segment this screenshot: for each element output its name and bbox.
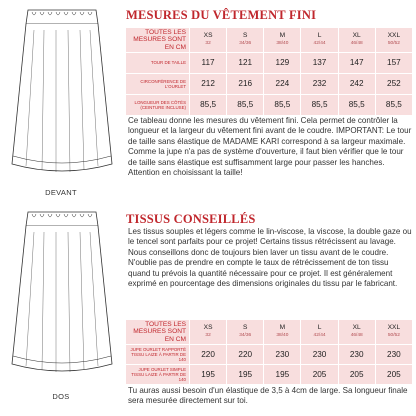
table-cell: 129 bbox=[264, 52, 301, 73]
size-label: M bbox=[279, 324, 286, 332]
size-header-xl bbox=[338, 320, 375, 344]
table-cell: 117 bbox=[190, 52, 227, 73]
table-header-row bbox=[126, 320, 413, 344]
row-label: TOUR DE TAILLE bbox=[126, 52, 190, 73]
table-cell: 216 bbox=[227, 73, 264, 94]
size-label: XL bbox=[352, 324, 361, 332]
size-label: XL bbox=[352, 32, 361, 40]
size-header-xs bbox=[190, 28, 227, 52]
size-header-xs bbox=[190, 320, 227, 344]
size-range: 46/48 bbox=[350, 332, 363, 338]
size-label: XS bbox=[203, 32, 213, 40]
size-label: XXL bbox=[387, 324, 401, 332]
table-cell: 85,5 bbox=[190, 94, 227, 115]
table-cell: 230 bbox=[264, 344, 301, 364]
size-header-l bbox=[301, 28, 338, 52]
table-cell: 230 bbox=[375, 344, 412, 364]
table-cell: 232 bbox=[301, 73, 338, 94]
section2-footnote: Tu auras aussi besoin d'un élastique de 3,5 à 4cm de large. Sa longueur finale sera mesurée directement sur toi. bbox=[128, 386, 408, 406]
table-cell: 195 bbox=[227, 364, 264, 384]
size-header-s bbox=[227, 320, 264, 344]
size-range: 34/36 bbox=[239, 40, 252, 46]
size-range: 50/52 bbox=[387, 40, 400, 46]
table-cell: 220 bbox=[190, 344, 227, 364]
table-cell: 212 bbox=[190, 73, 227, 94]
table-cell: 85,5 bbox=[301, 94, 338, 115]
table-cell: 147 bbox=[338, 52, 375, 73]
table-header-label: TOUTES LES MESURES SONT EN CM bbox=[126, 28, 190, 52]
table-header-label: TOUTES LES MESURES SONT EN CM bbox=[126, 320, 190, 344]
size-label: S bbox=[243, 32, 248, 40]
table-cell: 85,5 bbox=[338, 94, 375, 115]
table-cell: 157 bbox=[375, 52, 412, 73]
size-range: 38/40 bbox=[276, 40, 289, 46]
size-range: 34/36 bbox=[239, 332, 252, 338]
size-label: L bbox=[317, 32, 322, 40]
size-label: S bbox=[243, 324, 248, 332]
table-cell: 195 bbox=[264, 364, 301, 384]
table-cell: 230 bbox=[301, 344, 338, 364]
size-range: 50/52 bbox=[387, 332, 400, 338]
table-cell: 85,5 bbox=[264, 94, 301, 115]
fabric-requirements-table bbox=[126, 320, 413, 385]
table-cell: 205 bbox=[338, 364, 375, 384]
size-header-m bbox=[264, 28, 301, 52]
skirt-back-drawing bbox=[8, 208, 116, 383]
size-header-l bbox=[301, 320, 338, 344]
size-header-xxl bbox=[375, 28, 412, 52]
size-header-xxl bbox=[375, 320, 412, 344]
size-label: XXL bbox=[387, 32, 401, 40]
row-label: LONGUEUR DES CÔTÉS (CEINTURE INCLUSE) bbox=[126, 94, 190, 115]
section2-title: TISSUS CONSEILLÉS bbox=[126, 212, 256, 226]
size-range: 38/40 bbox=[276, 332, 289, 338]
skirt-front-drawing bbox=[8, 6, 116, 184]
front-label: DEVANT bbox=[45, 188, 77, 197]
size-label: L bbox=[317, 324, 322, 332]
row-label: JUPE OURLET RAPPORTÉ TISSU LAIZE À PARTIR DE 140 bbox=[126, 344, 190, 364]
table-cell: 85,5 bbox=[227, 94, 264, 115]
size-header-s bbox=[227, 28, 264, 52]
table-cell: 205 bbox=[301, 364, 338, 384]
table-row bbox=[126, 52, 413, 73]
size-range: 32 bbox=[205, 40, 211, 46]
table-row bbox=[126, 94, 413, 115]
table-cell: 195 bbox=[190, 364, 227, 384]
size-header-m bbox=[264, 320, 301, 344]
row-label: JUPE OURLET SIMPLE TISSU LAIZE À PARTIR DE 140 bbox=[126, 364, 190, 384]
size-range: 32 bbox=[205, 332, 211, 338]
figures-column bbox=[0, 0, 122, 416]
table-cell: 85,5 bbox=[375, 94, 412, 115]
table-cell: 205 bbox=[375, 364, 412, 384]
size-label: M bbox=[279, 32, 286, 40]
table-cell: 242 bbox=[338, 73, 375, 94]
table-cell: 137 bbox=[301, 52, 338, 73]
size-range: 42/44 bbox=[313, 40, 326, 46]
size-label: XS bbox=[203, 324, 213, 332]
table-cell: 121 bbox=[227, 52, 264, 73]
finished-measurements-table bbox=[126, 28, 413, 116]
table-row bbox=[126, 73, 413, 94]
section1-paragraph: Ce tableau donne les mesures du vêtement fini. Cela permet de contrôler la longueur et la largeur du vêtement fini avant de le coudre. IMPORTANT: Le tour de taille sans élastique de MADAME KARI correspond à sa largeur maximale. Comme la jupe n'a pas de système d'ouverture, il faut bien vérifier que le tour de taille sans élastique est suffisamment large pour passer les hanches. Attention en choisissant la taille! bbox=[128, 116, 412, 178]
table-header-row bbox=[126, 28, 413, 52]
size-header-xl bbox=[338, 28, 375, 52]
back-label: DOS bbox=[52, 392, 70, 401]
table-row bbox=[126, 344, 413, 364]
size-range: 42/44 bbox=[313, 332, 326, 338]
table-cell: 220 bbox=[227, 344, 264, 364]
row-label: CIRCONFÉRENCE DE L'OURLET bbox=[126, 73, 190, 94]
table-cell: 252 bbox=[375, 73, 412, 94]
section1-title: MESURES DU VÊTEMENT FINI bbox=[126, 8, 317, 22]
table-cell: 230 bbox=[338, 344, 375, 364]
size-range: 46/48 bbox=[350, 40, 363, 46]
section2-paragraph: Les tissus souples et légers comme le lin-viscose, la viscose, la double gaze ou le tencel sont parfaits pour ce projet! Certains tissus rétrécissent au lavage. Nous conseillons donc de toujours bien laver un tissu avant de le coudre. N'oublie pas de prendre en compte le taux de rétrécissement de ton tissu quand tu prévois la quantité nécessaire pour ce projet. Il est généralement exprimé en pourcentage des dimensions originales du tissu par le fabricant. bbox=[128, 227, 412, 289]
table-cell: 224 bbox=[264, 73, 301, 94]
table-row bbox=[126, 364, 413, 384]
